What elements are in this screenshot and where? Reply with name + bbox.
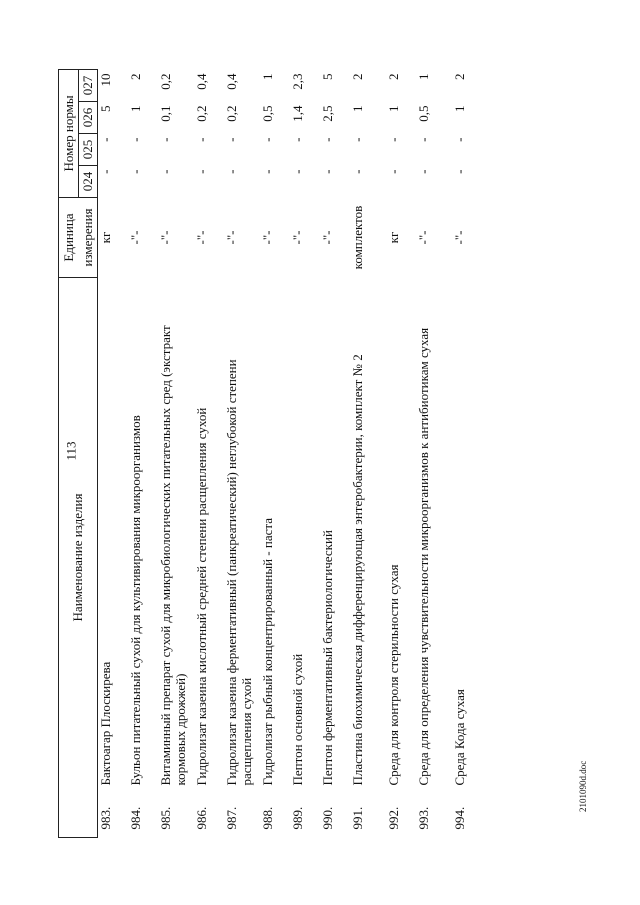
row-name-cell [260,278,290,838]
row-norm-026: 5 [98,105,113,112]
row-unit: -"- [127,230,143,245]
row-index: 992. [385,806,401,830]
row-item-name: Среда для контроля стерильности сухая [385,564,401,786]
row-name-cell [128,278,158,838]
row-norm-025: - [385,137,401,142]
page-number-text: 113 [63,441,79,461]
row-index: 991. [349,806,365,830]
table-row [350,69,386,837]
row-norm-026: 1,4 [289,105,305,122]
table-row [416,69,452,837]
header-norm-group: Номер нормы [59,69,79,197]
row-norm-026: 1 [127,105,143,112]
row-index: 987. [223,806,239,830]
table-row [194,69,224,837]
table-row [128,69,158,837]
row-norm-024: - [157,169,173,174]
table-row [260,69,290,837]
row-item-name: Среда для определения чувствительности микроорганизмов к антибиотикам сухая [415,327,431,786]
row-item-name: Бульон питательный сухой для культивирования микроорганизмов [127,415,143,786]
row-unit: -"- [193,230,209,245]
row-unit: -"- [289,230,305,245]
row-norm-027: 0,4 [193,73,209,90]
row-norm-027: 2 [451,73,467,80]
row-unit: -"- [319,230,335,245]
row-norm-027: 1 [415,73,431,80]
row-norm-024: - [385,169,401,174]
row-item-name: Бактоагар Плоскирева [98,661,113,786]
row-name-cell [98,278,128,838]
row-unit: комплектов [349,205,365,270]
row-index: 983. [98,806,113,830]
table-row [158,69,194,837]
norms-table-wrapper [58,70,612,838]
row-index: 994. [451,806,467,830]
row-norm-027: 2,3 [289,73,305,90]
table-row [98,69,128,837]
row-norm-027: 5 [319,73,335,80]
table-row [290,69,320,837]
row-norm-026: 1 [451,105,467,112]
row-name-cell [290,278,320,838]
header-unit-line1: Единица [59,198,79,278]
row-norm-025: - [223,137,239,142]
header-norm-025: 025 [79,134,98,166]
row-name-cell [416,278,452,838]
row-norm-025: - [451,137,467,142]
row-index: 993. [415,806,431,830]
row-norm-025: - [289,137,305,142]
row-item-name: Пластина биохимическая дифференцирующая энтеробактерии, комплект № 2 [349,354,365,786]
header-norm-024: 024 [79,166,98,198]
row-index: 988. [259,806,275,830]
row-norm-026: 1 [385,105,401,112]
row-norm-027: 1 [259,73,275,80]
row-name-cell [194,278,224,838]
row-norm-027: 2 [385,73,401,80]
row-item-name: Гидролизат рыбный концентрированный - паста [259,518,275,786]
row-norm-025: - [415,137,431,142]
row-norm-025: - [98,137,113,142]
row-item-name: Среда Кода сухая [451,689,467,786]
row-index: 985. [157,806,173,830]
row-norm-026: 0,2 [223,105,239,122]
row-index: 989. [289,806,305,830]
row-norm-024: - [289,169,305,174]
row-norm-027: 10 [98,73,113,87]
row-norm-025: - [127,137,143,142]
row-norm-025: - [319,137,335,142]
row-name-cell [350,278,386,838]
row-norm-025: - [157,137,173,142]
table-header [59,69,98,837]
row-norm-024: - [127,169,143,174]
norms-table [58,69,482,838]
header-norm-026: 026 [79,102,98,134]
header-name: Наименование изделия [59,278,98,838]
row-norm-024: - [193,169,209,174]
row-norm-027: 2 [127,73,143,80]
table-row [224,69,260,837]
header-norm-027: 027 [79,69,98,101]
header-unit-line2: измерения [79,198,98,278]
row-item-name: Пептон основной сухой [289,653,305,786]
row-unit: кг [385,231,401,244]
row-norm-024: - [98,169,113,174]
row-unit: кг [98,231,113,244]
row-item-name: Гидролизат казеина ферментативный (панкреатический) неглубокой степени расщепления сухой [223,359,254,786]
row-unit: -"- [223,230,239,245]
row-norm-024: - [451,169,467,174]
row-name-cell [320,278,350,838]
row-unit: -"- [157,230,173,245]
row-item-name: Пептон ферментативный бактериологический [319,530,335,786]
row-index: 990. [319,806,335,830]
row-norm-026: 0,5 [259,105,275,122]
row-norm-026: 0,2 [193,105,209,122]
row-norm-024: - [223,169,239,174]
row-index: 986. [193,806,209,830]
document-code-text: 2101090d.doc [578,760,588,812]
table-row [386,69,416,837]
row-unit: -"- [451,230,467,245]
row-norm-024: - [319,169,335,174]
row-item-name: Витаминный препарат сухой для микробиологических питательных сред (экстракт кормовых дрожжей) [157,325,188,786]
row-name-cell [386,278,416,838]
row-unit: -"- [415,230,431,245]
row-name-cell [158,278,194,838]
table-body [98,69,482,837]
row-name-cell [224,278,260,838]
row-norm-026: 1 [349,105,365,112]
row-norm-027: 2 [349,73,365,80]
row-index: 984. [127,806,143,830]
row-name-cell [452,278,482,838]
row-unit: -"- [259,230,275,245]
row-norm-026: 0,1 [157,105,173,122]
row-norm-027: 0,2 [157,73,173,90]
row-norm-026: 0,5 [415,105,431,122]
row-norm-025: - [259,137,275,142]
table-row [320,69,350,837]
row-item-name: Гидролизат казеина кислотный средней степени расщепления сухой [193,407,209,786]
row-norm-025: - [349,137,365,142]
row-norm-027: 0,4 [223,73,239,90]
table-row [452,69,482,837]
row-norm-024: - [259,169,275,174]
row-norm-026: 2,5 [319,105,335,122]
row-norm-024: - [415,169,431,174]
row-norm-025: - [193,137,209,142]
row-norm-024: - [349,169,365,174]
